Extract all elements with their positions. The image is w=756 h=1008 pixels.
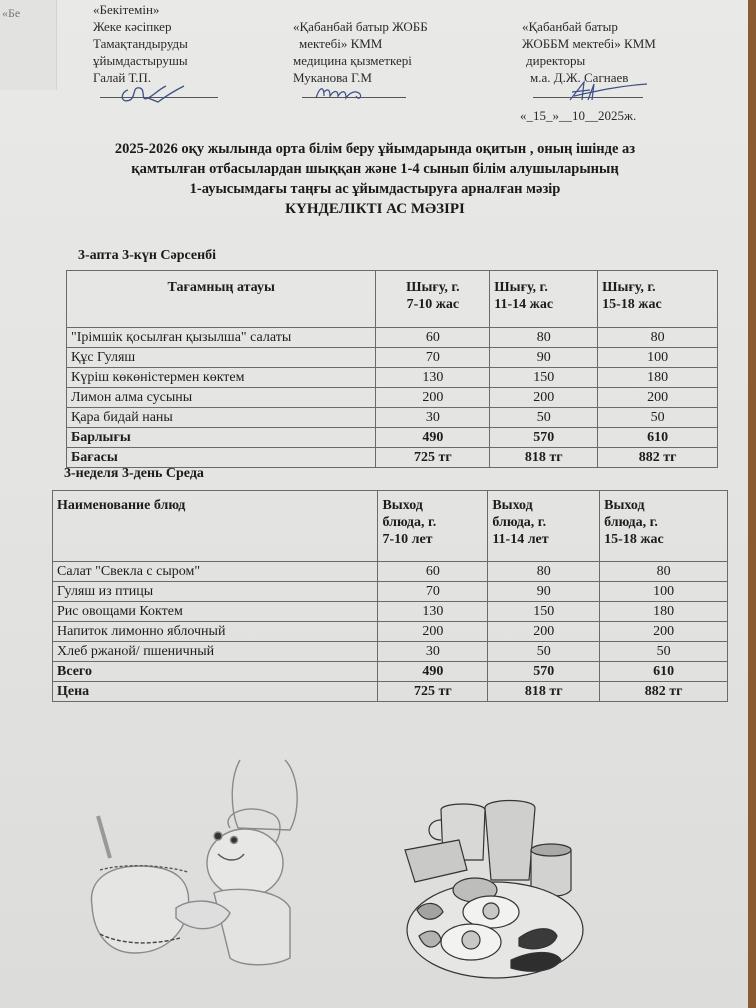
- header-text: Шығу, г. 15-18 жас: [602, 280, 662, 312]
- portion-cell: 70: [378, 582, 488, 602]
- portion-cell: 818 тг: [488, 682, 600, 702]
- portion-cell: 100: [598, 348, 718, 368]
- portion-cell: 100: [600, 582, 728, 602]
- signature-medic: [312, 82, 372, 104]
- column-header-dish: Наименование блюд: [53, 491, 378, 562]
- table-row: [67, 328, 718, 348]
- portion-cell: 80: [488, 562, 600, 582]
- approval-line: м.а. Д.Ж. Сагнаев: [530, 70, 629, 85]
- menu-table-kz: [66, 270, 718, 468]
- dish-name-cell: Қара бидай наны: [67, 408, 376, 428]
- portion-cell: 90: [490, 348, 598, 368]
- approval-line: Жеке кәсіпкер: [93, 19, 172, 34]
- portion-cell: 90: [488, 582, 600, 602]
- table-row: [67, 368, 718, 388]
- table-header-row: [53, 491, 728, 562]
- table-row: [53, 622, 728, 642]
- portion-cell: 180: [600, 602, 728, 622]
- dish-name-cell: Хлеб ржаной/ пшеничный: [53, 642, 378, 662]
- table-row: [53, 642, 728, 662]
- portion-cell: 570: [488, 662, 600, 682]
- approval-line: ЖОББМ мектебі» КММ: [522, 36, 656, 51]
- portion-cell: 60: [376, 328, 490, 348]
- portion-cell: 80: [598, 328, 718, 348]
- approval-date: «_15_»__10__2025ж.: [520, 108, 637, 123]
- section-label-kz: 3-апта 3-күн Сәрсенбі: [78, 248, 217, 263]
- portion-cell: 80: [600, 562, 728, 582]
- portion-cell: 490: [378, 662, 488, 682]
- dish-name-cell: Күріш көкөністермен көктем: [67, 368, 376, 388]
- column-header-age-7-10: [378, 491, 488, 562]
- header-text: Шығу, г. 11-14 жас: [494, 280, 554, 312]
- underlying-page-edge: [0, 0, 57, 90]
- section-label-ru: 3-неделя 3-день Среда: [64, 466, 204, 481]
- portion-cell: 200: [600, 622, 728, 642]
- total-row: [67, 428, 718, 448]
- column-header-age-11-14: [488, 491, 600, 562]
- price-row: [53, 682, 728, 702]
- table-header-row: [67, 271, 718, 328]
- underlying-page-fragment: «Бе: [2, 6, 21, 20]
- approval-block-director: [522, 18, 656, 86]
- portion-cell: 610: [600, 662, 728, 682]
- approval-line: мектебі» КММ: [299, 36, 383, 51]
- approval-line: ұйымдастырушы: [93, 53, 188, 68]
- menu-title-heading: КҮНДЕЛІКТІ АС МӘЗІРІ: [285, 201, 465, 217]
- breakfast-illustration: [395, 790, 595, 990]
- portion-cell: 30: [376, 408, 490, 428]
- portion-cell: 50: [600, 642, 728, 662]
- header-text: Выход блюда, г. 15-18 жас: [604, 498, 664, 547]
- price-row: [67, 448, 718, 468]
- approval-block-medic: [293, 18, 428, 86]
- signature-director: [562, 78, 652, 104]
- portion-cell: 200: [598, 388, 718, 408]
- header-text: Шығу, г. 7-10 жас: [406, 280, 460, 312]
- approval-line: директоры: [526, 53, 586, 68]
- column-header-age-11-14: [490, 271, 598, 328]
- portion-cell: 610: [598, 428, 718, 448]
- portion-cell: 130: [378, 602, 488, 622]
- table-row: [67, 408, 718, 428]
- portion-cell: 150: [488, 602, 600, 622]
- dish-name-cell: "Ірімшік қосылған қызылша" салаты: [67, 328, 376, 348]
- approval-line: медицина қызметкері: [293, 53, 412, 68]
- menu-title-line: 1-ауысымдағы таңғы ас ұйымдастыруға арналған мәзір: [189, 181, 561, 197]
- dish-name-cell: Барлығы: [67, 428, 376, 448]
- table-row: [53, 582, 728, 602]
- table-row: [67, 348, 718, 368]
- header-text: Выход блюда, г. 11-14 лет: [492, 498, 549, 547]
- table-row: [53, 562, 728, 582]
- dish-name-cell: Рис овощами Коктем: [53, 602, 378, 622]
- portion-cell: 30: [378, 642, 488, 662]
- approval-line: Галай Т.П.: [93, 70, 152, 85]
- portion-cell: 200: [376, 388, 490, 408]
- column-header-age-15-18: [598, 271, 718, 328]
- column-header-age-15-18: [600, 491, 728, 562]
- table-row: [53, 602, 728, 622]
- column-header-dish: Тағамның атауы: [67, 271, 376, 328]
- menu-title-line: қамтылған отбасылардан шыққан және 1-4 сынып білім алушыларының: [131, 161, 619, 177]
- dish-name-cell: Бағасы: [67, 448, 376, 468]
- portion-cell: 60: [378, 562, 488, 582]
- dish-name-cell: Цена: [53, 682, 378, 702]
- portion-cell: 882 тг: [598, 448, 718, 468]
- portion-cell: 725 тг: [376, 448, 490, 468]
- dish-name-cell: Гуляш из птицы: [53, 582, 378, 602]
- portion-cell: 130: [376, 368, 490, 388]
- portion-cell: 200: [488, 622, 600, 642]
- portion-cell: 70: [376, 348, 490, 368]
- dish-name-cell: Всего: [53, 662, 378, 682]
- approval-block-entrepreneur: [93, 1, 188, 86]
- portion-cell: 818 тг: [490, 448, 598, 468]
- menu-title-line: 2025-2026 оқу жылында орта білім беру ұйымдарында оқитын , оның ішінде аз: [114, 141, 636, 157]
- approval-line: Муканова Г.М: [293, 70, 372, 85]
- approval-line: «Қабанбай батыр: [522, 19, 618, 34]
- dish-name-cell: Құс Гуляш: [67, 348, 376, 368]
- portion-cell: 882 тг: [600, 682, 728, 702]
- portion-cell: 570: [490, 428, 598, 448]
- header-text: Выход блюда, г. 7-10 лет: [382, 498, 437, 547]
- portion-cell: 200: [490, 388, 598, 408]
- portion-cell: 150: [490, 368, 598, 388]
- total-row: [53, 662, 728, 682]
- portion-cell: 50: [598, 408, 718, 428]
- dish-name-cell: Напиток лимонно яблочный: [53, 622, 378, 642]
- portion-cell: 50: [488, 642, 600, 662]
- column-header-age-7-10: [376, 271, 490, 328]
- signature-entrepreneur: [118, 82, 188, 108]
- portion-cell: 490: [376, 428, 490, 448]
- chef-illustration: [80, 758, 300, 988]
- portion-cell: 180: [598, 368, 718, 388]
- dish-name-cell: Салат "Свекла с сыром": [53, 562, 378, 582]
- portion-cell: 200: [378, 622, 488, 642]
- menu-table-ru: [52, 490, 728, 702]
- approval-line: «Қабанбай батыр ЖОББ: [293, 19, 428, 34]
- portion-cell: 80: [490, 328, 598, 348]
- dish-name-cell: Лимон алма сусыны: [67, 388, 376, 408]
- portion-cell: 50: [490, 408, 598, 428]
- portion-cell: 725 тг: [378, 682, 488, 702]
- table-row: [67, 388, 718, 408]
- approval-line: «Бекітемін»: [93, 2, 160, 17]
- approval-line: Тамақтандыруды: [93, 36, 188, 51]
